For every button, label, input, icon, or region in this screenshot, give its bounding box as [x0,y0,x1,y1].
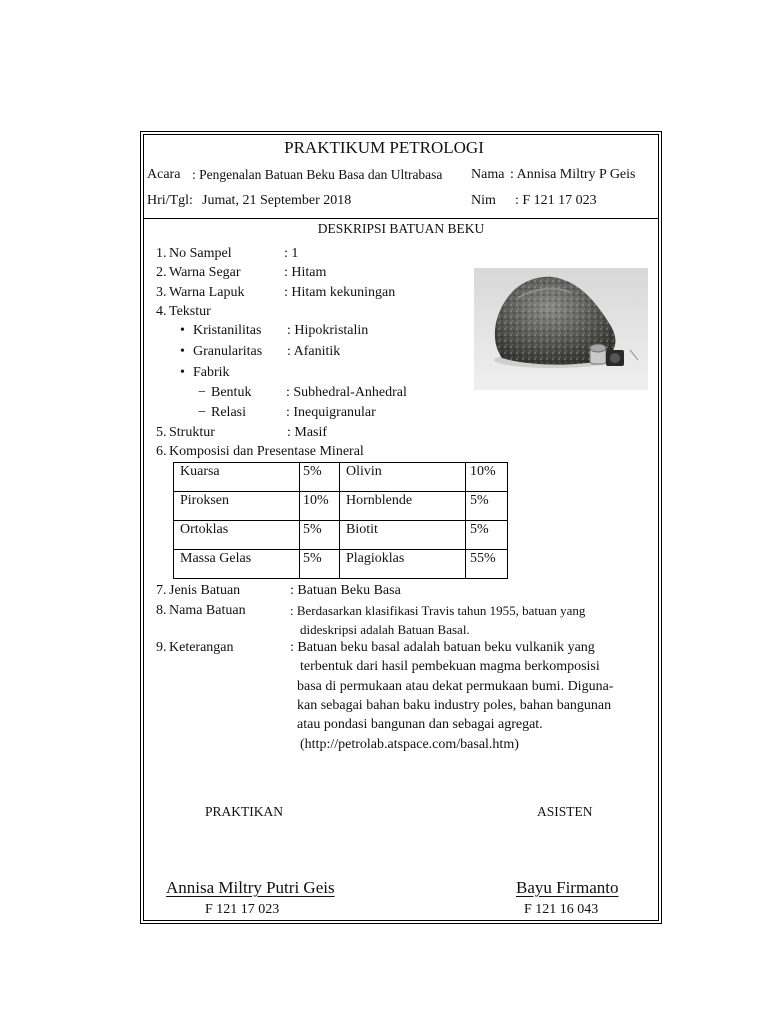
keterangan-source-link: (http://petrolab.atspace.com/basal.htm) [300,737,519,752]
mineral-percent-cell: 5% [300,463,340,492]
no-sampel-label: No Sampel [169,246,232,261]
struktur-label: Struktur [169,425,215,440]
jenis-batuan-label: Jenis Batuan [169,583,241,598]
mineral-name-cell: Olivin [340,463,466,492]
mineral-percent-cell: 10% [466,463,508,492]
relasi-label: Relasi [211,405,246,420]
praktikan-name: Annisa Miltry Putri Geis [166,878,335,897]
nama-value: : Annisa Miltry P Geis [510,167,636,182]
keterangan-line: basa di permukaan atau dekat permukaan bumi. Diguna- [297,679,614,694]
kristanilitas-value: : Hipokristalin [287,323,369,338]
mineral-percent-cell: 5% [300,521,340,550]
acara-label: Acara [147,167,181,182]
hritgl-value: Jumat, 21 September 2018 [202,193,352,208]
bentuk-value: : Subhedral-Anhedral [286,385,407,400]
item-num: 1. [156,246,167,261]
warna-segar-value: : Hitam [284,265,327,280]
mineral-name-cell: Kuarsa [174,463,300,492]
fabrik-label: Fabrik [193,365,230,380]
granularitas-value: : Afanitik [287,344,341,359]
relasi-value: : Inequigranular [286,405,376,420]
tekstur-label: Tekstur [169,304,211,319]
item-num: 5. [156,425,167,440]
jenis-batuan-value: : Batuan Beku Basa [290,583,401,598]
table-row [174,521,508,550]
mineral-percent-cell: 10% [300,492,340,521]
table-row [174,492,508,521]
keterangan-line: : Batuan beku basal adalah batuan beku vulkanik yang [290,640,595,655]
acara-value: : Pengenalan Batuan Beku Basa dan Ultrabasa [192,167,443,182]
nama-batuan-value: : Berdasarkan klasifikasi Travis tahun 1955, batuan yang [290,603,586,618]
keterangan-line: atau pondasi bangunan dan sebagai agregat. [297,717,543,732]
table-row [174,550,508,579]
item-num: 6. [156,444,167,459]
item-num: 2. [156,265,167,280]
item-num: 7. [156,583,167,598]
mineral-table [173,462,508,579]
mineral-percent-cell: 5% [466,492,508,521]
mineral-name-cell: Hornblende [340,492,466,521]
asisten-name: Bayu Firmanto [516,878,619,897]
dash-icon: − [198,405,206,420]
no-sampel-value: : 1 [284,246,299,261]
item-num: 8. [156,603,167,618]
mineral-name-cell: Massa Gelas [174,550,300,579]
nim-label: Nim [471,193,496,208]
nim-value: : F 121 17 023 [515,193,597,208]
warna-lapuk-value: : Hitam kekuningan [284,285,396,300]
keterangan-line: terbentuk dari hasil pembekuan magma berkomposisi [300,659,600,674]
keterangan-label: Keterangan [169,640,234,655]
hritgl-label: Hri/Tgl: [147,193,193,208]
table-row [174,463,508,492]
struktur-value: : Masif [287,425,328,440]
item-num: 3. [156,285,167,300]
rock-sample-photo [474,268,648,390]
mineral-percent-cell: 5% [466,521,508,550]
nama-label: Nama [471,167,505,182]
asisten-label: ASISTEN [537,804,593,819]
mineral-name-cell: Piroksen [174,492,300,521]
item-num: 4. [156,304,167,319]
mineral-name-cell: Biotit [340,521,466,550]
item-num: 9. [156,640,167,655]
granularitas-label: Granularitas [193,344,263,359]
header-divider [143,218,659,219]
komposisi-label: Komposisi dan Presentase Mineral [169,444,364,459]
bentuk-label: Bentuk [211,385,252,400]
praktikan-nim: F 121 17 023 [205,902,280,917]
section-title: DESKRIPSI BATUAN BEKU [317,221,485,236]
keterangan-line: kan sebagai bahan baku industry poles, bahan bangunan [297,698,612,713]
warna-segar-label: Warna Segar [169,265,241,280]
bullet-icon: • [180,344,185,359]
bullet-icon: • [180,365,185,380]
nama-batuan-label: Nama Batuan [169,603,246,618]
dash-icon: − [198,385,206,400]
mineral-percent-cell: 5% [300,550,340,579]
praktikan-label: PRAKTIKAN [205,804,284,819]
mineral-name-cell: Plagioklas [340,550,466,579]
mineral-percent-cell: 55% [466,550,508,579]
asisten-nim: F 121 16 043 [524,902,599,917]
warna-lapuk-label: Warna Lapuk [169,285,245,300]
mineral-name-cell: Ortoklas [174,521,300,550]
nama-batuan-value-cont: dideskripsi adalah Batuan Basal. [300,622,470,637]
kristanilitas-label: Kristanilitas [193,323,262,338]
page-title: PRAKTIKUM PETROLOGI [284,138,484,157]
bullet-icon: • [180,323,185,338]
